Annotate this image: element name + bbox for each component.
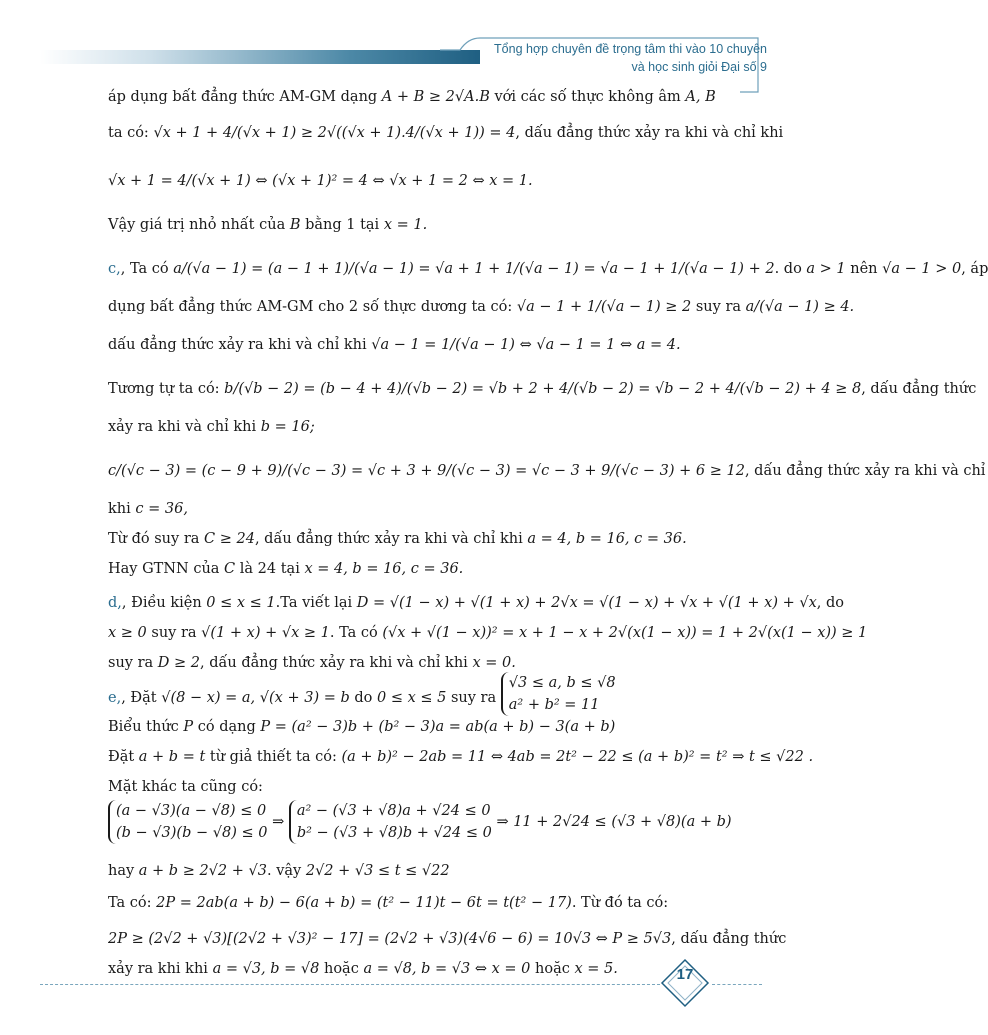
header-line-2: và học sinh giỏi Đại số 9	[631, 60, 767, 74]
text-t05a: , Ta có	[120, 261, 169, 277]
math-m16b: x = 0.	[472, 655, 516, 671]
text-t23b: . Từ đó ta có:	[571, 895, 669, 911]
text-t14b: .Ta viết lại	[275, 595, 353, 611]
math-m17b: 0 ≤ x ≤ 5	[376, 690, 447, 706]
text-t12a: Từ đó suy ra	[108, 531, 200, 547]
math-m19b: (a + b)² − 2ab = 11 ⇔ 4ab = 2t² − 22 ≤ (a + b)² = t² ⇒ t ≤ √22 .	[341, 749, 814, 765]
line-23	[108, 894, 668, 912]
page-number: 17	[676, 966, 694, 983]
math-m21b1: a² − (√3 + √8)a + √24 ≤ 0	[296, 803, 491, 819]
text-t22b: . vậy	[266, 863, 302, 879]
system-2	[108, 800, 267, 844]
math-amgm: A + B ≥ 2√A.B	[381, 89, 490, 105]
line-3	[108, 172, 533, 190]
header-line-1: Tổng hợp chuyên đề trọng tâm thi vào 10 chuyên	[494, 42, 767, 56]
math-m13a: C	[224, 561, 236, 577]
text-t18b: có dạng	[197, 719, 256, 735]
line-7	[108, 336, 681, 354]
math-m17a: √(8 − x) = a, √(x + 3) = b	[161, 690, 350, 706]
text-t16a: suy ra	[108, 655, 154, 671]
text-t18a: Biểu thức	[108, 719, 179, 735]
line-1	[108, 88, 716, 106]
math-m18a: P	[183, 719, 194, 735]
line-21: (a − √3)(a − √8) ≤ 0 (b − √3)(b − √8) ≤ 0 ⇒ a² − (√3 + √8)a + √24 ≤ 0 b² − (√3 + √8)b + √24 ≤ 0 ⇒ 11 + 2√24 ≤ (√3 + √8)(a + b)	[108, 800, 732, 844]
line-5	[108, 260, 988, 278]
math-ab: A, B	[685, 89, 716, 105]
math-m03: √x + 1 = 4/(√x + 1) ⇔ (√x + 1)² = 4 ⇔ √x + 1 = 2 ⇔ x = 1.	[108, 173, 533, 189]
text-t07: dấu đẳng thức xảy ra khi và chỉ khi	[108, 337, 367, 353]
line-24	[108, 930, 786, 948]
label-part-e: e,	[108, 690, 122, 706]
text-t08a: Tương tự ta có:	[108, 381, 220, 397]
math-m25b: a = √8, b = √3 ⇔ x = 0	[363, 961, 531, 977]
line-9	[108, 418, 315, 436]
text-t01b: với các số thực không âm	[494, 89, 681, 105]
text-t05b: . do	[774, 261, 802, 277]
text-t08b: , dấu đẳng thức	[861, 381, 977, 397]
math-m19a: a + b = t	[138, 749, 206, 765]
math-m16a: D ≥ 2	[157, 655, 200, 671]
text-t06a: dụng bất đẳng thức AM-GM cho 2 số thực dương ta có:	[108, 299, 513, 315]
header-decor-bar	[40, 50, 480, 64]
text-t25c: hoặc	[535, 961, 570, 977]
math-m24: 2P ≥ (2√2 + √3)[(2√2 + √3)² − 17] = (2√2 + √3)(4√6 − 6) = 10√3 ⇔ P ≥ 5√3	[108, 931, 672, 947]
line-2	[108, 124, 783, 142]
text-t13a: Hay GTNN của	[108, 561, 220, 577]
text-t16b: , dấu đẳng thức xảy ra khi và chỉ khi	[200, 655, 468, 671]
text-t12b: , dấu đẳng thức xảy ra khi và chỉ khi	[254, 531, 523, 547]
text-t04b: bằng 1 tại	[305, 217, 380, 233]
math-x1: x = 1.	[383, 217, 428, 233]
text-t23a: Ta có:	[108, 895, 152, 911]
math-m11: c = 36,	[135, 501, 188, 517]
line-17	[108, 675, 616, 716]
text-t24b: , dấu đẳng thức	[671, 931, 787, 947]
text-t17c: suy ra	[450, 690, 497, 706]
text-t10b: , dấu đẳng thức xảy ra khi và chỉ	[744, 463, 986, 479]
line-12	[108, 530, 687, 548]
line-20	[108, 778, 263, 796]
math-m25c: x = 5.	[574, 961, 618, 977]
text-t09: xảy ra khi và chỉ khi	[108, 419, 257, 435]
math-m14a: 0 ≤ x ≤ 1	[206, 595, 276, 611]
text-t17b: do	[354, 690, 373, 706]
footer-dashed-line	[40, 984, 660, 985]
math-m21a2: (b − √3)(b − √8) ≤ 0	[116, 825, 268, 841]
text-t19b: từ giả thiết ta có:	[209, 749, 337, 765]
line-4	[108, 216, 427, 234]
math-m21a1: (a − √3)(a − √8) ≤ 0	[116, 803, 267, 819]
header-title	[462, 40, 767, 76]
text-t05c: nên	[850, 261, 878, 277]
label-part-c: c,	[108, 261, 121, 277]
math-m22a: a + b ≥ 2√2 + √3	[138, 863, 267, 879]
line-19	[108, 748, 813, 766]
math-m23: 2P = 2ab(a + b) − 6(a + b) = (t² − 11)t − 6t = t(t² − 17)	[156, 895, 572, 911]
line-13	[108, 560, 463, 578]
line-18	[108, 718, 615, 736]
text-t04: Vậy giá trị nhỏ nhất của	[108, 217, 286, 233]
text-t02a: ta có:	[108, 125, 149, 141]
math-m05c: √a − 1 > 0	[882, 261, 962, 277]
math-m05: a/(√a − 1) = (a − 1 + 1)/(√a − 1) = √a + 1 + 1/(√a − 1) = √a − 1 + 1/(√a − 1) + 2	[173, 261, 775, 277]
text-t17a: , Đặt	[121, 690, 157, 706]
math-m12b: a = 4, b = 16, c = 36.	[527, 531, 687, 547]
math-m21b2: b² − (√3 + √8)b + √24 ≤ 0	[296, 825, 492, 841]
math-m05b: a > 1	[806, 261, 846, 277]
line-8	[108, 380, 976, 398]
text-t22a: hay	[108, 863, 135, 879]
math-m02: √x + 1 + 4/(√x + 1) ≥ 2√((√x + 1).4/(√x + 1)) = 4	[153, 125, 516, 141]
text-t05d: , áp	[961, 261, 988, 277]
text-t14c: , do	[816, 595, 845, 611]
math-m07: √a − 1 = 1/(√a − 1) ⇔ √a − 1 = 1 ⇔ a = 4.	[371, 337, 681, 353]
text-t25b: hoặc	[323, 961, 359, 977]
math-m25a: a = √3, b = √8	[212, 961, 320, 977]
math-m08: b/(√b − 2) = (b − 4 + 4)/(√b − 2) = √b + 2 + 4/(√b − 2) = √b − 2 + 4/(√b − 2) + 4 ≥ 8	[224, 381, 862, 397]
math-m17c2: a² + b² = 11	[508, 697, 600, 713]
math-m17c1: √3 ≤ a, b ≤ √8	[508, 675, 616, 691]
line-16	[108, 654, 516, 672]
text-t20: Mặt khác ta cũng có:	[108, 779, 263, 795]
math-m09: b = 16;	[260, 419, 315, 435]
text-t15a: suy ra	[151, 625, 197, 641]
text-t01a: áp dụng bất đẳng thức AM-GM dạng	[108, 89, 378, 105]
text-t13b: là 24 tại	[239, 561, 300, 577]
math-m15a: x ≥ 0	[108, 625, 147, 641]
line-22	[108, 862, 450, 880]
math-m21c: ⇒ 11 + 2√24 ≤ (√3 + √8)(a + b)	[496, 814, 732, 830]
math-m13b: x = 4, b = 16, c = 36.	[304, 561, 464, 577]
math-B: B	[289, 217, 301, 233]
math-m18b: P = (a² − 3)b + (b² − 3)a = ab(a + b) − 3(a + b)	[260, 719, 616, 735]
math-m06a: √a − 1 + 1/(√a − 1) ≥ 2	[516, 299, 692, 315]
line-6	[108, 298, 854, 316]
line-15	[108, 624, 867, 642]
math-m14b: D = √(1 − x) + √(1 + x) + 2√x = √(1 − x) + √x + √(1 + x) + √x	[356, 595, 817, 611]
text-t11: khi	[108, 501, 131, 517]
math-m22b: 2√2 + √3 ≤ t ≤ √22	[305, 863, 450, 879]
label-part-d: d,	[108, 595, 122, 611]
math-m12a: C ≥ 24	[204, 531, 255, 547]
text-t02b: , dấu đẳng thức xảy ra khi và chỉ khi	[515, 125, 784, 141]
text-t25a: xảy ra khi khi	[108, 961, 208, 977]
line-25	[108, 960, 618, 978]
text-t15b: . Ta có	[329, 625, 378, 641]
footer-dashed-line-right	[712, 984, 762, 985]
text-t14a: , Điều kiện	[121, 595, 202, 611]
line-10	[108, 462, 985, 480]
line-11	[108, 500, 188, 518]
math-m15b: √(1 + x) + √x ≥ 1	[201, 625, 330, 641]
system-1	[501, 672, 616, 716]
text-t19a: Đặt	[108, 749, 135, 765]
math-m06b: a/(√a − 1) ≥ 4.	[745, 299, 855, 315]
system-3	[289, 800, 492, 844]
math-m10: c/(√c − 3) = (c − 9 + 9)/(√c − 3) = √c + 3 + 9/(√c − 3) = √c − 3 + 9/(√c − 3) + 6 ≥ 12	[108, 463, 745, 479]
text-t06b: suy ra	[695, 299, 742, 315]
math-m15c: (√x + √(1 − x))² = x + 1 − x + 2√(x(1 − x)) = 1 + 2√(x(1 − x)) ≥ 1	[382, 625, 868, 641]
line-14	[108, 594, 844, 612]
